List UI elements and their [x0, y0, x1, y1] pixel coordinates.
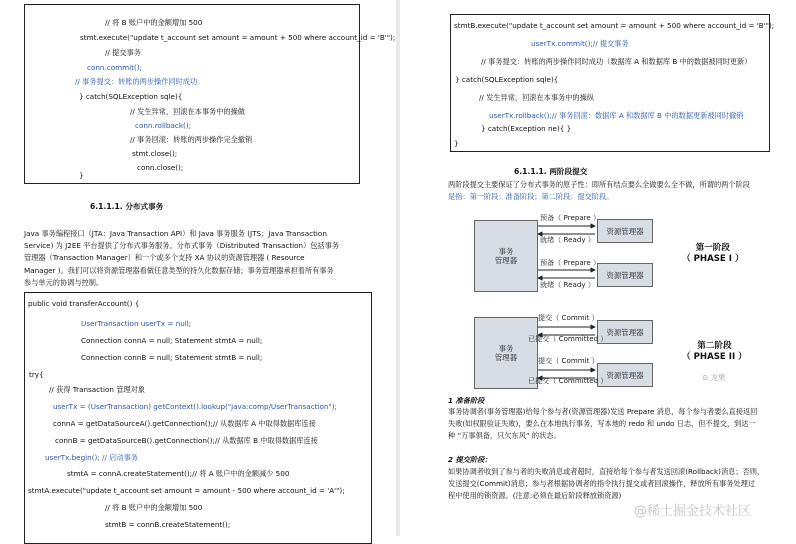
paragraph-line: 发送提交(Commit)消息；参与者根据协调者的指令执行提交或者回滚操作，释放所有事务处理过: [448, 479, 755, 489]
code-line: userTx = (UserTransaction) getContext().lookup("java:comp/UserTransaction");: [53, 402, 337, 411]
code-line: // 事务提交：转账的两步操作同时成功（数据库 A 和数据库 B 中的数据被同时更新）: [481, 57, 752, 66]
section-heading: 6.1.1.1. 两阶段提交: [514, 167, 588, 176]
resource-manager-box: 资源管理器: [597, 320, 653, 344]
phase1-label: [682, 243, 744, 265]
code-line: // 将 B 账户中的金额增加 500: [105, 18, 203, 27]
code-line: } catch(Exception ne){ }: [481, 124, 572, 133]
paragraph-line: 种 “万事俱备，只欠东风” 的状态。: [448, 431, 561, 441]
phase2-label: [682, 341, 747, 363]
code-line: connB = getDataSourceB().getConnection();// 从数据库 B 中取得数据库连接: [55, 436, 318, 445]
code-line: stmt.execute("update t_account set amount = amount + 500 where account_id = 'B'");: [80, 33, 396, 42]
paragraph-line: 失败(如权限验证失败)，要么在本地执行事务，写本地的 redo 和 undo 日志，但不提交，到达一: [448, 419, 756, 429]
prepare-label: 预备（ Prepare ）: [540, 213, 601, 222]
watermark: @稀土掘金技术社区: [634, 504, 752, 519]
code-line: try{: [29, 370, 44, 379]
code-line: // 获得 Transaction 管理对象: [49, 385, 145, 394]
resource-manager-box: 资源管理器: [597, 263, 653, 287]
paragraph-line: Java 事务编程接口（JTA：Java Transaction API）和 Java 事务服务 (JTS；Java Transaction: [24, 229, 327, 238]
ready-label: 就绪（ Ready ）: [540, 235, 595, 244]
code-line: stmtA = connA.createStatement();// 将 A 账户中的金额减少 500: [67, 469, 290, 478]
code-line: }: [454, 139, 459, 148]
code-line: conn.commit();: [87, 63, 142, 72]
right-page: [400, 0, 796, 536]
code-line: // 将 B 账户中的金额增加 500: [105, 503, 203, 512]
paragraph-line: Manager )。我们可以将资源管理器看做任意类型的持久化数据存储；事务管理器承担着所有事务: [24, 265, 334, 275]
code-line: conn.close();: [137, 163, 184, 172]
transaction-manager-box-phase1: [474, 220, 538, 292]
paragraph-line: 两阶段提交主要保证了分布式事务的原子性：即所有结点要么全做要么全不做，所谓的两个阶段: [448, 180, 750, 189]
step2-text: [448, 466, 778, 503]
code-line: Connection connB = null; Statement stmtB = null;: [81, 353, 263, 362]
ready-label: 就绪（ Ready ）: [540, 280, 595, 289]
commit-label: 提交（ Commit ）: [538, 356, 599, 365]
step1-title: 1 准备阶段: [448, 396, 485, 405]
phase1-title: 第一阶段: [695, 243, 730, 253]
code-line: // 发生异常，回滚在本事务中的操纵: [479, 93, 594, 102]
distributed-transaction-paragraph: [24, 228, 368, 289]
tm-label-line2: 管理器: [494, 256, 518, 265]
code-line: conn.rollback();: [135, 121, 192, 130]
left-page: [0, 0, 396, 536]
transfer-code-box: [24, 292, 372, 544]
prepare-label: 预备（ Prepare ）: [540, 258, 601, 267]
paragraph-line: 如果协调者收到了参与者的失败消息或者超时，直接给每个参与者发送回滚(Rollback)消息；否则，: [448, 467, 765, 476]
code-line: // 事务回滚：转账的两步操作完全撤销: [130, 135, 253, 144]
paragraph-line: 参与单元的协调与控制。: [24, 277, 104, 287]
resource-manager-box: 资源管理器: [597, 219, 653, 243]
step2-title: 2 提交阶段：: [448, 455, 492, 464]
commit-label: 提交（ Commit ）: [538, 313, 599, 322]
code-line: userTx.commit();// 提交事务: [531, 39, 629, 48]
code-line: }: [79, 171, 84, 180]
wechat-mark-text: 龙果: [710, 373, 726, 382]
phase1-subtitle: （ PHASE I ）: [682, 254, 744, 264]
code-line: UserTransaction userTx = null;: [81, 319, 192, 328]
code-line: // 发生异常，回滚在本事务中的操做: [130, 107, 245, 116]
phase2-subtitle: （ PHASE II ）: [682, 352, 747, 362]
code-line: // 提交事务: [105, 48, 141, 57]
paragraph-line: Service) 为 J2EE 平台提供了分布式事务服务。分布式事务（Distributed Transaction）包括事务: [24, 241, 340, 251]
resource-manager-box: 资源管理器: [597, 363, 653, 387]
committed-label: 已提交（ Committed ）: [528, 376, 608, 385]
step1-text: [448, 406, 778, 443]
tm-label-line1: 事务: [498, 344, 514, 353]
code-line: connA = getDataSourceA().getConnection();// 从数据库 A 中取得数据库连接: [53, 419, 316, 428]
code-line: userTx.rollback();// 事务回滚：数据库 A 和数据库 B 中的数据更新被同时撤销: [489, 111, 744, 120]
code-line: // 事务提交：转账的两步操作同时成功: [75, 77, 198, 86]
paragraph-line: 程中使用的锁资源。(注意:必须在最后阶段释放锁资源): [448, 491, 622, 501]
code-line: stmtA.execute("update t_account set amount = amount - 500 where account_id = 'A'");: [28, 486, 345, 495]
tm-label-line1: 事务: [498, 247, 514, 256]
committed-label: 已提交（ Committed ）: [528, 334, 608, 343]
code-line: userTx.begin(); // 启动事务: [45, 453, 138, 462]
section-heading: 6.1.1.1. 分布式事务: [90, 202, 164, 211]
paragraph-line: 事务协调者(事务管理器)给每个参与者(资源管理器)发送 Prepare 消息，每个参与者要么直接返回: [448, 407, 758, 416]
tm-label-line2: 管理器: [494, 353, 518, 362]
paragraph-line: 管理器（Transaction Manager）和一个或多个支持 XA 协议的资源管理器 ( Resource: [24, 253, 305, 263]
code-line: public void transferAccount() {: [28, 299, 140, 308]
code-line: } catch(SQLException sqle){: [455, 75, 559, 84]
paragraph-line: 是指：第一阶段：准备阶段；第二阶段：提交阶段。: [448, 192, 614, 202]
phase2-title: 第二阶段: [697, 341, 732, 351]
code-line: } catch(SQLException sqle){: [79, 92, 183, 101]
two-phase-intro: [448, 179, 778, 203]
code-line: stmt.close();: [132, 149, 178, 158]
top-code-box: [24, 4, 396, 184]
code-line: stmtB.execute("update t_account set amount = amount + 500 where account_id = 'B'");: [454, 21, 775, 30]
code-line: stmtB = connB.createStatement();: [105, 520, 231, 529]
code-line: Connection connA = null; Statement stmtA = null;: [81, 336, 263, 345]
rollback-code-box: [450, 14, 775, 152]
wechat-mark: ⊙ 龙果: [702, 373, 726, 382]
